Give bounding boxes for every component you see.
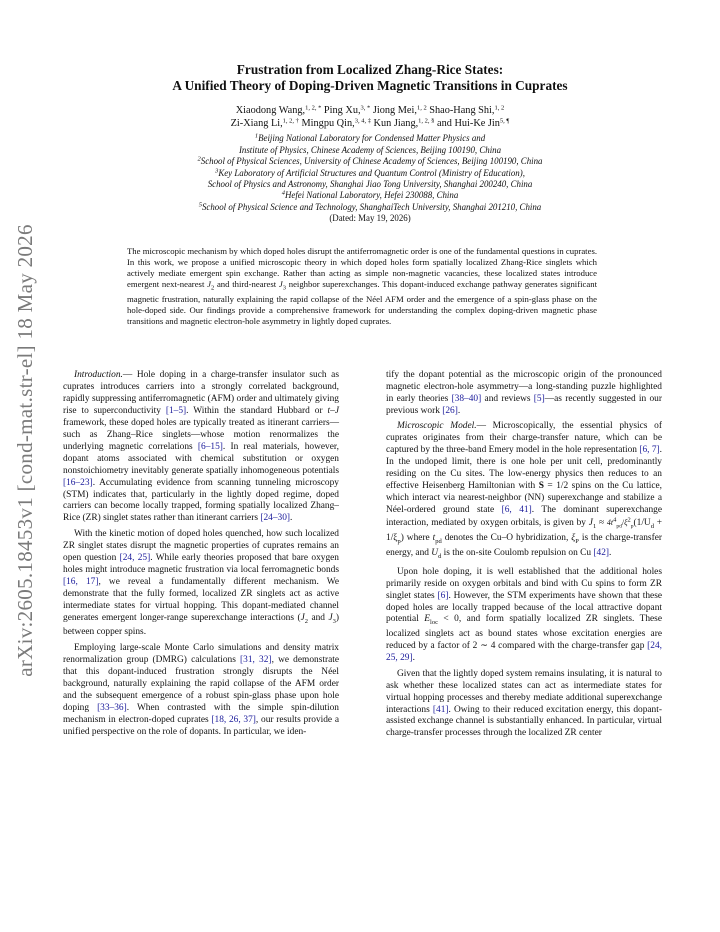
- citation-link[interactable]: [6–15]: [197, 441, 223, 452]
- citation-link[interactable]: [6, 41]: [501, 504, 532, 515]
- citation-link[interactable]: [26]: [442, 405, 458, 416]
- author: Zi-Xiang Li,$^{1, 2, \dagger}$: [230, 117, 299, 130]
- paragraph: tify the dopant potential as the microscopic origin of the pronounced magnetic electron-hole asymmetry—a long-standing puzzle highlighted in early theories [38–40] and reviews [5]—as recently suggested in our previous work [26].: [386, 370, 662, 416]
- citation-link[interactable]: [16–23]: [63, 477, 93, 488]
- left-column: [63, 370, 339, 742]
- author: Xiaodong Wang,$^{1, 2, *}$: [235, 104, 322, 116]
- citation-link[interactable]: [31, 32]: [240, 654, 272, 665]
- fraction: $4t^4_{pd}/\xi^2_p$: [606, 516, 634, 530]
- citation-link[interactable]: [38–40]: [451, 393, 482, 404]
- paragraph: Microscopic Model.— Microscopically, the essential physics of cuprates originates from their charge-transfer nature, which can be captured by the three-band Emery model in the hole representation [6, 7]. In the undoped limit, there is one hole per unit cell, predominantly residing on the Cu sites. The low-energy physics then reduces to an effective Heisenberg Hamiltonian with S = 1/2 spins on the Cu lattice, which interact via nearest-neighbor (NN) superexchange and stabilize a Néel-ordered ground state [6, 41]. The dominant superexchange interaction, mediated by oxygen orbitals, is given by $J_1 \approx 4t^4_{pd}/\xi^2_p(1/U_d + 1/\xi_p)$ where $t_{pd}$ denotes the Cu–O hybridization, $\xi_P$ is the charge-transfer energy, and $U_d$ is the on-site Coulomb repulsion on Cu [42].: [386, 421, 663, 561]
- author: and Hui-Ke Jin$^{5, \P}$: [437, 117, 510, 130]
- citation-link[interactable]: [6]: [437, 590, 449, 601]
- paragraph: Given that the lightly doped system remains insulating, it is natural to ask whether these localized states can act as intermediate states for virtual hopping processes and thereby mediate additional superexchange interactions [41]. Owing to their reduced excitation energy, this dopant-assisted exchange channel is substantially enhanced. In particular, virtual charge-transfer processes through the localized ZR center: [386, 668, 662, 739]
- citation-link[interactable]: [5]: [533, 393, 545, 404]
- date-line: (Dated: May 19, 2026): [329, 213, 411, 224]
- affiliation: $^3$Key Laboratory of Artificial Structures and Quantum Control (Ministry of Education),: [215, 167, 525, 178]
- affiliation: $^4$Hefei National Laboratory, Hefei 230088, China: [281, 189, 459, 201]
- author: Kun Jiang,$^{1, 2, \S}$: [373, 117, 435, 130]
- affiliation-list: $^1$Beijing National Laboratory for Condensed Matter Physics and Institute of Physics, Chinese Academy of Sciences, Beijing 100190, China $^2$School of Physical Sciences, University of Chinese Academy of Sciences, Beijing 100190, China $^3$Key Laboratory of Artificial Structures and Quantum Control (Ministry of Education), School of Physics and Astronomy, Shanghai Jiao Tong University, Shanghai 200240, China $^4$Hefei National Laboratory, Hefei 230088, China $^5$School of Physical Science and Technology, ShanghaiTech University, Shanghai 201210, China: [110, 133, 630, 213]
- citation-link[interactable]: [24, 25, 29]: [386, 641, 662, 664]
- citation-link[interactable]: [24, 25]: [119, 552, 151, 563]
- author: Jiong Mei,$^{1, 2}$: [372, 104, 427, 116]
- paragraph: With the kinetic motion of doped holes quenched, how such localized ZR singlet states disrupt the magnetic properties of cuprates remains an open question [24, 25]. While early theories proposed that bare oxygen holes might introduce magnetic frustration via local ferromagnetic bonds [16, 17], we reveal a fundamentally different mechanism. We demonstrate that the fully formed, localized ZR singlets act as active intermediate states for virtual hopping. This dopant-mediated channel generates emergent longer-range superexchange interactions ($J_2$ and $J_3$) between copper spins.: [63, 528, 340, 638]
- paragraph: Upon hole doping, it is well established that the additional holes primarily reside on oxygen orbitals and bind with Cu spins to form ZR singlet states [6]. However, the STM experiments have shown that these doped holes are locally trapped because of the local attractive dopant potential $E_{loc} < 0$, and form spatially localized ZR singlets. These localized singlets act as bound states whose excitation energies are reduced by a factor of 2 ∼ 4 compared with the charge-transfer gap [24, 25, 29].: [386, 566, 662, 664]
- author-list: [110, 104, 630, 130]
- citation-link[interactable]: [24–30]: [260, 513, 291, 524]
- citation-link[interactable]: [16, 17]: [63, 576, 99, 587]
- affiliation: $^1$Beijing National Laboratory for Condensed Matter Physics and: [254, 132, 486, 144]
- paragraph: Introduction.— Hole doping in a charge-transfer insulator such as cuprates introduces carriers into a strongly correlated background, rapidly suppressing antiferromagnetic (AFM) order and ultimately giving rise to superconductivity [1–5]. Within the standard Hubbard or t–J framework, these doped holes are typically treated as itinerant carriers—such as Zhang–Rice singlets—whose motion renormalizes the underlying magnetic correlations [6–15]. In real materials, however, dopant atoms associated with chemical substitution or oxygen nonstoichiometry inevitably generate spatially inhomogeneous potentials [16–23]. Accumulating evidence from scanning tunneling microscopy (STM) indicates that, particularly in the lightly doped regime, doped carriers can become locally trapped, forming spatially localized Zhang–Rice (ZR) singlet states rather than itinerant carriers [24–30].: [63, 370, 339, 524]
- citation-link[interactable]: [6, 7]: [639, 445, 660, 456]
- citation-link[interactable]: [42]: [593, 548, 610, 559]
- citation-link[interactable]: [33–36]: [97, 702, 127, 713]
- author: Mingpu Qin,$^{3, 4, \ddagger}$: [301, 117, 371, 130]
- author: Shao-Hang Shi,$^{1, 2}$: [429, 104, 505, 116]
- abstract: The microscopic mechanism by which doped holes disrupt the antiferromagnetic order is one of the fundamental questions in cuprates. In this work, we propose a unified microscopic theory in which doped holes form spatially localized Zhang-Rice singlets which actively mediate emergent spin exchange. Rather than acting as simple non-magnetic vacancies, these localized states introduce emergent next-nearest $J_2$ and third-nearest $J_3$ neighbor superexchanges. This dopant-induced exchange pathway generates significant magnetic frustration, naturally explaining the rapid collapse of the Néel AFM order and the emergence of a spin-glass phase on the hole-doped side. Our findings provide a comprehensive framework for understanding the complex doping-driven magnetic phase transitions and magnetic electron-hole asymmetry in lightly doped cuprates.: [127, 246, 597, 327]
- arxiv-stamp: arXiv:2605.18453v1 [cond-mat.str-el] 18 May 2026: [12, 223, 37, 677]
- paper-header: [110, 62, 630, 225]
- paper-title: Frustration from Localized Zhang-Rice States: A Unified Theory of Doping-Driven Magnetic Transitions in Cuprates: [172, 62, 568, 93]
- right-column: [386, 370, 662, 744]
- citation-link[interactable]: [18, 26, 37]: [211, 714, 256, 725]
- affiliation: $^5$School of Physical Science and Technology, ShanghaiTech University, Shanghai 201210, China: [198, 201, 542, 212]
- citation-link[interactable]: [1–5]: [165, 405, 187, 416]
- author: Ping Xu,$^{3, *}$: [323, 104, 371, 116]
- paragraph: Employing large-scale Monte Carlo simulations and density matrix renormalization group (DMRG) calculations [31, 32], we demonstrate that this dopant-induced frustration strongly disrupts the Néel background, naturally explaining the rapid collapse of the AFM order and the subsequent emergence of a robust spin-glass phase upon hole doping [33–36]. When contrasted with the simple spin-dilution mechanism in electron-doped cuprates [18, 26, 37], our results provide a unified perspective on the role of dopants. In particular, we iden-: [63, 642, 339, 737]
- citation-link[interactable]: [41]: [432, 704, 449, 715]
- affiliation: $^2$School of Physical Sciences, University of Chinese Academy of Sciences, Beijing 100190, China: [197, 155, 543, 167]
